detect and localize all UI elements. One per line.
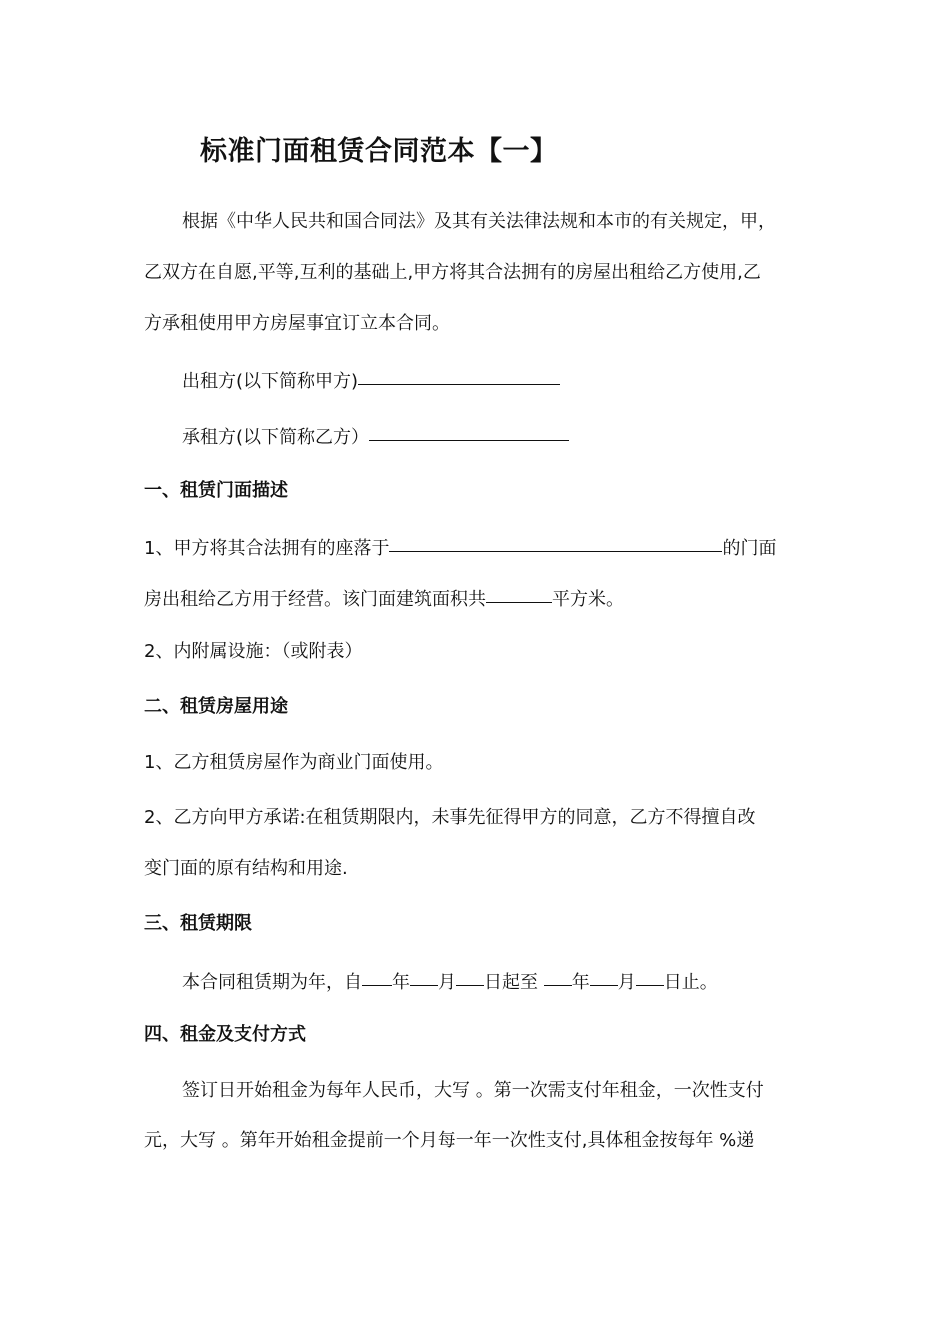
lessee-blank[interactable] — [369, 420, 569, 441]
section-1-item-1-text-d: 平方米。 — [552, 589, 624, 610]
lessor-blank[interactable] — [358, 364, 560, 385]
section-2-item-1: 1、乙方租赁房屋作为商业门面使用。 — [144, 752, 444, 773]
section-1-item-1-line-2 — [144, 584, 624, 613]
section-1-item-1-text-c: 房出租给乙方用于经营。该门面建筑面积共 — [144, 589, 486, 610]
section-3-heading: 三、租赁期限 — [144, 913, 252, 934]
section-4-heading: 四、租金及支付方式 — [144, 1024, 306, 1045]
section-4-line-1: 签订日开始租金为每年人民币，大写 。第一次需支付年租金，一次性支付 — [182, 1080, 764, 1101]
section-3-text — [182, 967, 718, 996]
section-2-item-2-line-1: 2、乙方向甲方承诺:在租赁期限内，未事先征得甲方的同意，乙方不得擅自改 — [144, 807, 756, 828]
end-month-blank[interactable] — [590, 965, 618, 986]
lessee-label: 承租方(以下简称乙方） — [182, 427, 370, 448]
section-4-line-2: 元，大写 。第年开始租金提前一个月每一年一次性支付,具体租金按每年 %递 — [144, 1130, 755, 1151]
area-blank[interactable] — [486, 582, 552, 603]
section-2-item-2-line-2: 变门面的原有结构和用途. — [144, 858, 348, 879]
end-year-blank[interactable] — [544, 965, 572, 986]
section-1-item-1-line-1 — [144, 533, 776, 562]
term-text-c: 月 — [438, 972, 456, 993]
location-blank[interactable] — [389, 531, 722, 552]
start-day-blank[interactable] — [456, 965, 484, 986]
term-text-e: 年 — [571, 972, 590, 993]
start-year-blank[interactable] — [362, 965, 392, 986]
term-text-f: 月 — [617, 972, 636, 993]
lessor-line — [182, 366, 560, 395]
lessee-line — [182, 422, 569, 451]
start-month-blank[interactable] — [410, 965, 438, 986]
section-1-item-2: 2、内附属设施：（或附表） — [144, 641, 363, 662]
section-1-heading: 一、租赁门面描述 — [144, 480, 288, 501]
term-text-b: 年 — [392, 972, 410, 993]
term-text-a: 本合同租赁期为年，自 — [182, 972, 362, 993]
section-2-heading: 二、租赁房屋用途 — [144, 696, 288, 717]
end-day-blank[interactable] — [636, 965, 664, 986]
intro-line-3: 方承租使用甲方房屋事宜订立本合同。 — [144, 313, 450, 334]
section-1-item-1-text-b: 的门面 — [722, 538, 777, 559]
intro-line-2: 乙双方在自愿,平等,互利的基础上,甲方将其合法拥有的房屋出租给乙方使用,乙 — [144, 262, 761, 283]
intro-line-1: 根据《中华人民共和国合同法》及其有关法律法规和本市的有关规定，甲， — [182, 211, 776, 232]
section-1-item-1-text-a: 1、甲方将其合法拥有的座落于 — [144, 538, 390, 559]
lessor-label: 出租方(以下简称甲方) — [182, 371, 359, 392]
document-title: 标准门面租赁合同范本【一】 — [200, 136, 558, 167]
term-text-g: 日止。 — [663, 972, 718, 993]
term-text-d: 日起至 — [484, 972, 538, 993]
